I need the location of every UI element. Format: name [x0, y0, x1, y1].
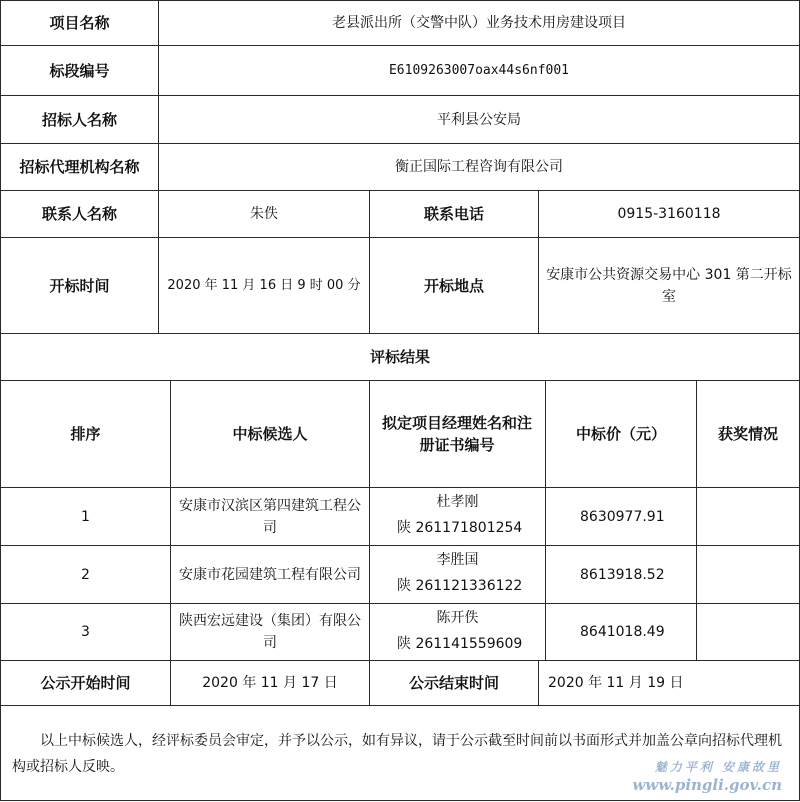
site-watermark	[632, 758, 782, 794]
row-manager-name: 杜孝刚	[436, 494, 479, 510]
row-manager-name: 陈开佚	[436, 610, 479, 626]
agency-value: 衡正国际工程咨询有限公司	[395, 159, 563, 175]
row-price: 8641018.49	[580, 624, 665, 640]
header-price: 中标价（元）	[575, 425, 666, 443]
row-price: 8630977.91	[580, 508, 665, 525]
row-manager-name: 李胜国	[436, 552, 479, 568]
contact-value: 朱佚	[250, 206, 278, 222]
phone-label: 联系电话	[423, 205, 484, 223]
open-time-label: 开标时间	[49, 276, 110, 295]
phone-value: 0915-3160118	[617, 206, 721, 222]
publicity-end-value: 2020 年 11 月 19 日	[548, 675, 684, 691]
row-price: 8613918.52	[580, 566, 665, 583]
watermark-url: www.pingli.gov.cn	[632, 776, 782, 794]
row-award	[697, 488, 799, 545]
row-candidate: 安康市汉滨区第四建筑工程公司	[179, 497, 361, 536]
row-rank: 2	[81, 566, 90, 583]
project-name-label: 项目名称	[49, 14, 110, 32]
publicity-end-label: 公示结束时间	[408, 674, 499, 692]
row-candidate: 陕西宏远建设（集团）有限公司	[179, 613, 361, 651]
tenderer-value: 平利县公安局	[437, 111, 521, 128]
publicity-start-label: 公示开始时间	[40, 674, 131, 692]
project-name-value: 老县派出所（交警中队）业务技术用房建设项目	[332, 15, 626, 31]
contact-label: 联系人名称	[41, 205, 117, 223]
watermark-slogan: 魅力平利 安康故里	[654, 760, 782, 774]
row-rank: 3	[81, 624, 90, 640]
tenderer-label: 招标人名称	[41, 110, 117, 129]
header-award: 获奖情况	[717, 425, 778, 443]
row-award	[697, 546, 799, 603]
row-candidate: 安康市花园建筑工程有限公司	[179, 566, 361, 583]
row-manager-cert: 陕 261141559609	[397, 636, 523, 652]
agency-label: 招标代理机构名称	[19, 158, 140, 176]
open-time-value: 2020 年 11 月 16 日 9 时 00 分	[167, 277, 361, 293]
row-award	[697, 604, 799, 660]
header-manager: 拟定项目经理姓名和注册证书编号	[381, 414, 532, 454]
row-manager-cert: 陕 261121336122	[397, 578, 523, 594]
notice-text: 以上中标候选人，经评标委员会审定，并予以公示，如有异议，请于公示截至时间前以书面形式并加盖公章向招标代理机构或招标人反映。	[12, 733, 782, 775]
header-candidate: 中标候选人	[232, 425, 308, 443]
section-number-value: E6109263007oax44s6nf001	[388, 62, 569, 78]
results-title: 评标结果	[369, 348, 430, 366]
section-number-label: 标段编号	[49, 61, 110, 80]
row-manager-cert: 陕 261171801254	[397, 520, 523, 536]
row-rank: 1	[81, 508, 90, 525]
open-place-value: 安康市公共资源交易中心 301 第二开标室	[546, 266, 792, 305]
header-rank: 排序	[70, 425, 101, 443]
publicity-start-value: 2020 年 11 月 17 日	[202, 675, 338, 691]
open-place-label: 开标地点	[423, 276, 484, 295]
